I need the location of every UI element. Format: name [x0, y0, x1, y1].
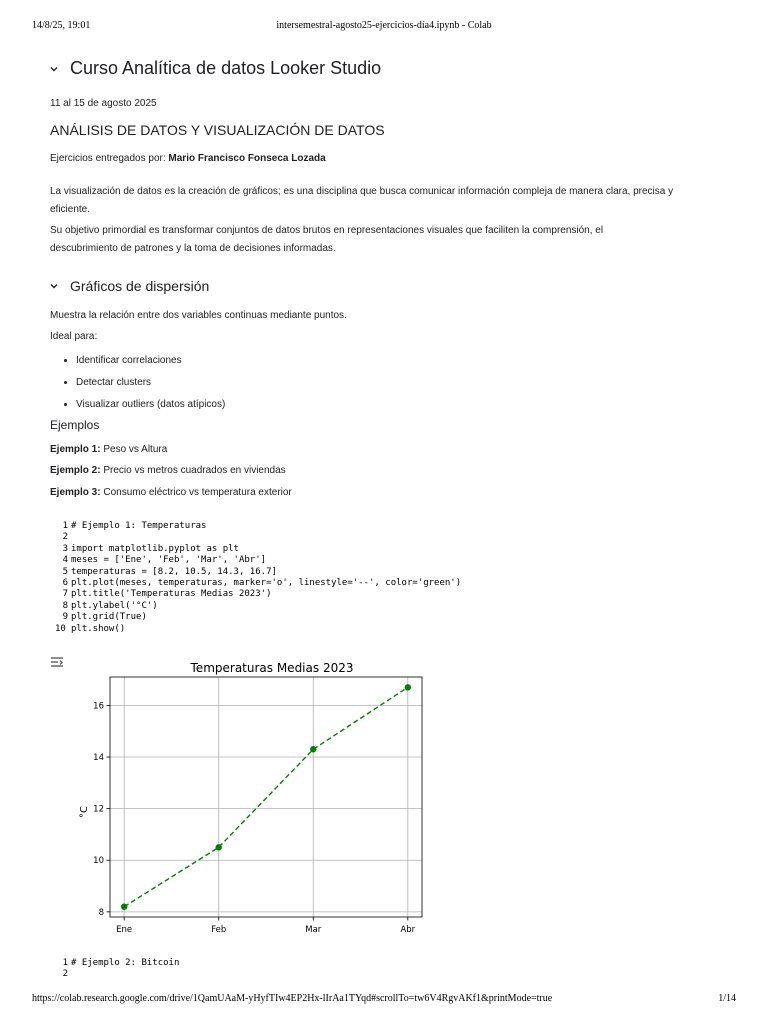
code-line: 1 # Ejemplo 1: Temperaturas [62, 521, 207, 531]
output-toggle-icon[interactable] [50, 656, 64, 668]
code-cell-1[interactable] [55, 521, 462, 635]
author-name: Mario Francisco Fonseca Lozada [168, 153, 326, 164]
ideal-list [60, 350, 225, 416]
example-label: Ejemplo 3: [50, 487, 101, 498]
code-text: # Ejemplo 1: Temperaturas [71, 521, 207, 531]
code-cell-2[interactable] [58, 958, 179, 981]
print-title: intersemestral-agosto25-ejercicios-día4.ipynb - Colab [276, 20, 492, 31]
plot-area-frame [110, 677, 422, 917]
code-line: 1 # Ejemplo 2: Bitcoin [62, 958, 180, 968]
example-text: Precio vs metros cuadrados en viviendas [100, 465, 286, 476]
code-text: temperaturas = [8.2, 10.5, 14.3, 16.7] [71, 566, 277, 577]
code-line: 8 plt.ylabel('°C') [62, 600, 158, 611]
y-tick-label: 8 [98, 907, 104, 918]
code-line: 2 [62, 969, 68, 980]
x-tick-label: Abr [400, 925, 416, 935]
code-line: 3 import matplotlib.pyplot as plt [62, 543, 239, 554]
chart-ylabel: °C [79, 806, 90, 818]
data-point [216, 844, 222, 850]
data-point [121, 903, 127, 909]
code-text: import matplotlib.pyplot as plt [71, 543, 239, 554]
chevron-down-icon[interactable] [48, 63, 60, 75]
code-text: plt.grid(True) [71, 612, 147, 623]
code-text: plt.show() [71, 623, 126, 634]
x-tick-label: Feb [211, 925, 227, 935]
chart-title: Temperaturas Medias 2023 [190, 661, 354, 675]
example-line [50, 484, 292, 502]
example-line [50, 441, 167, 459]
code-line: 7 plt.title('Temperaturas Medias 2023') [62, 589, 272, 600]
intro-paragraph-1: La visualización de datos es la creación de gráficos; es una disciplina que busca comunicar información compleja de manera clara, precisa y eficiente. [50, 186, 674, 215]
scatter-description: Muestra la relación entre dos variables continuas mediante puntos. [50, 310, 347, 321]
code-text: # Ejemplo 2: Bitcoin [71, 958, 180, 968]
author-label: Ejercicios entregados por: [50, 153, 169, 164]
y-tick-label: 10 [93, 856, 104, 867]
course-dates: 11 al 15 de agosto 2025 [50, 98, 157, 109]
x-tick-label: Mar [305, 925, 322, 935]
example-label: Ejemplo 1: [50, 444, 101, 455]
intro-paragraph-2: Su objetivo primordial es transformar conjuntos de datos brutos en representaciones visuales que faciliten la comprensión, el descubrimiento de patrones y la toma de decisiones informadas. [50, 225, 604, 254]
y-tick-label: 12 [93, 804, 104, 815]
code-line: 5 temperaturas = [8.2, 10.5, 14.3, 16.7] [62, 566, 277, 577]
example-text: Consumo eléctrico vs temperatura exterior [100, 487, 292, 498]
code-line: 9 plt.grid(True) [62, 612, 147, 623]
example-text: Peso vs Altura [100, 444, 168, 455]
page-number: 1/14 [718, 993, 736, 1004]
chevron-down-icon[interactable] [48, 280, 60, 292]
example-label: Ejemplo 2: [50, 465, 101, 476]
code-line: 4 meses = ['Ene', 'Feb', 'Mar', 'Abr'] [62, 555, 267, 566]
list-item: • Identificar correlaciones [76, 350, 225, 372]
ideal-label: Ideal para: [50, 331, 98, 342]
code-line: 2 [62, 532, 68, 543]
data-point [405, 684, 411, 690]
author-line [50, 150, 326, 168]
y-tick-label: 16 [93, 701, 104, 712]
list-item: • Detectar clusters [76, 372, 225, 394]
main-heading: ANÁLISIS DE DATOS Y VISUALIZACIÓN DE DATOS [50, 122, 385, 138]
code-text: plt.title('Temperaturas Medias 2023') [71, 589, 272, 600]
data-point [310, 746, 316, 752]
examples-title: Ejemplos [50, 418, 100, 432]
print-datetime: 14/8/25, 19:01 [32, 20, 91, 31]
section-toggle-course[interactable] [48, 58, 381, 79]
code-text: plt.plot(meses, temperaturas, marker='o', linestyle='--', color='green') [71, 578, 462, 589]
series-line-temperaturas [124, 687, 408, 906]
list-item: • Visualizar outliers (datos atípicos) [76, 394, 225, 416]
course-title: Curso Analítica de datos Looker Studio [70, 58, 382, 78]
code-line: 10 plt.show() [55, 623, 126, 634]
print-url: https://colab.research.google.com/drive/1QamUAaM-yHyfTIw4EP2Hx-lIrAa1TYqd#scrollTo=tw6V4RgvAKf1&printMode=true [32, 993, 553, 1004]
code-text: plt.ylabel('°C') [71, 600, 158, 611]
temperature-chart [70, 655, 440, 940]
section-toggle-scatter[interactable] [48, 278, 209, 294]
example-line [50, 462, 286, 480]
code-text: meses = ['Ene', 'Feb', 'Mar', 'Abr'] [71, 555, 267, 566]
scatter-title: Gráficos de dispersión [70, 278, 210, 294]
x-tick-label: Ene [116, 925, 133, 935]
y-tick-label: 14 [93, 753, 104, 763]
code-line: 6 plt.plot(meses, temperaturas, marker='o', linestyle='--', color='green') [62, 578, 462, 589]
